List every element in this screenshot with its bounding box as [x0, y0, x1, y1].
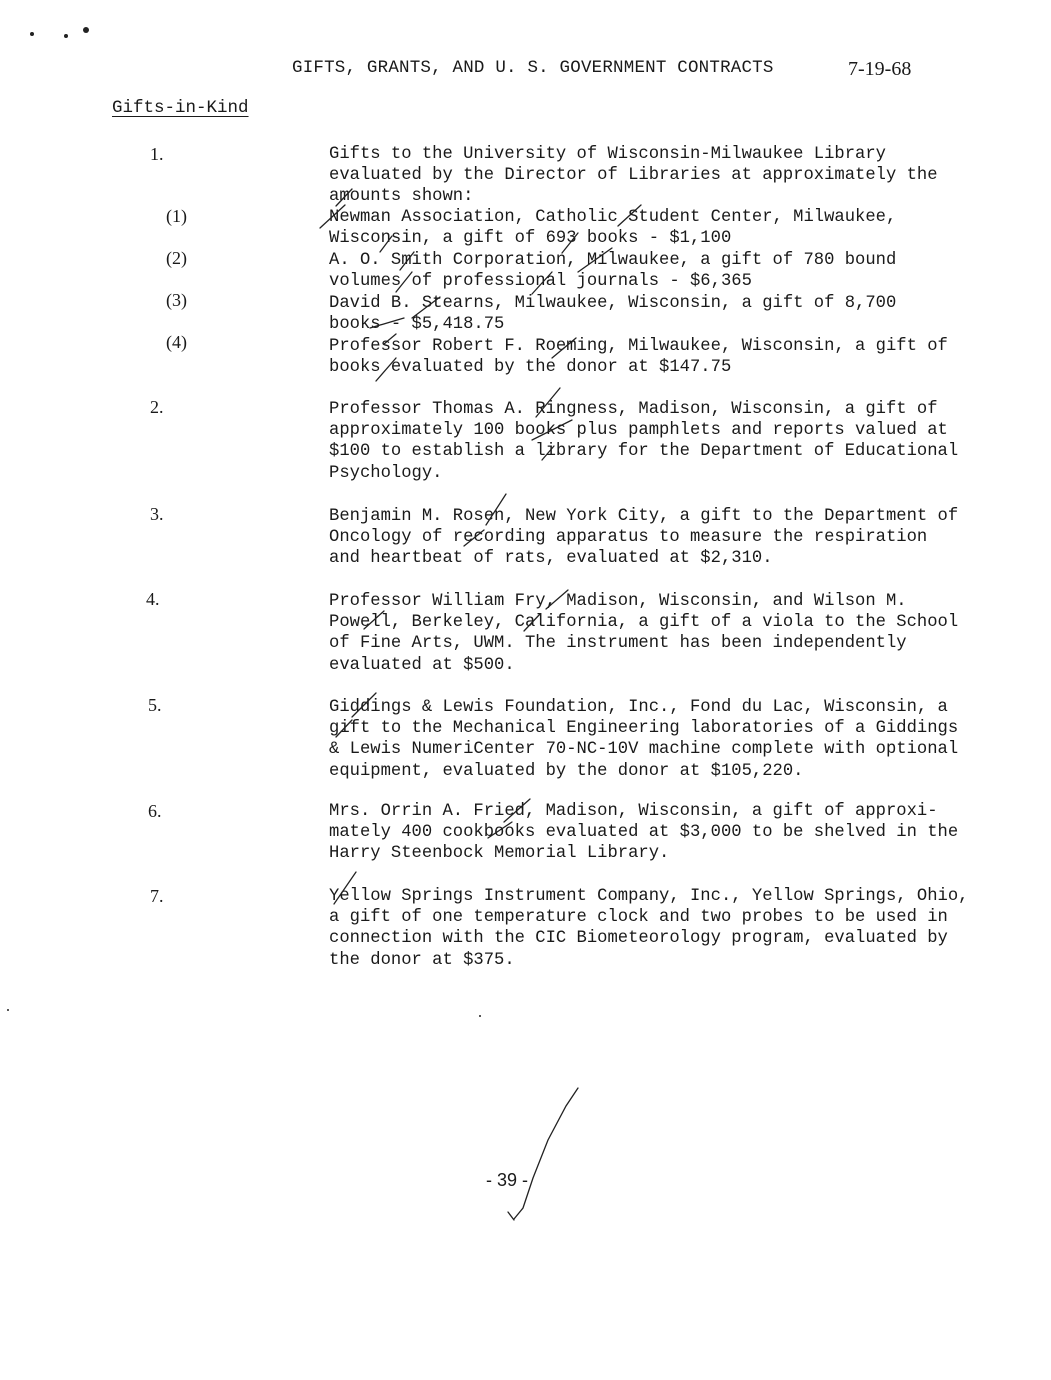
item-text: Gifts to the University of Wisconsin-Milwaukee Library evaluated by the Director of Libraries at approximately the amounts shown:	[329, 145, 938, 207]
item-number: 2.	[150, 397, 164, 417]
document-title: GIFTS, GRANTS, AND U. S. GOVERNMENT CONTRACTS	[292, 58, 774, 78]
item-text: Benjamin M. Rosen, New York City, a gift to the Department of Oncology of recording apparatus to measure the respiration and heartbeat of rats, evaluated at $2,310.	[329, 507, 959, 569]
item-number: 7.	[150, 886, 164, 906]
subitem-text: Professor Robert F. Roeming, Milwaukee, Wisconsin, a gift of books evaluated by the donor at $147.75	[329, 337, 948, 378]
item-number: 4.	[146, 589, 160, 609]
item-text: Mrs. Orrin A. Fried, Madison, Wisconsin, a gift of approxi- mately 400 cookbooks evaluated at $3,000 to be shelved in the Harry Steenbock Memorial Library.	[329, 802, 959, 864]
section-heading: Gifts-in-Kind	[112, 98, 249, 118]
subitem-number: (4)	[166, 332, 187, 352]
item-number: 1.	[150, 144, 164, 164]
item-number: 5.	[148, 695, 162, 715]
subitem-text: A. O. Smith Corporation, Milwaukee, a gift of 780 bound volumes of professional journals - $6,365	[329, 251, 897, 292]
subitem-number: (2)	[166, 248, 187, 268]
document-date: 7-19-68	[848, 58, 912, 80]
subitem-text: Newman Association, Catholic Student Center, Milwaukee, Wisconsin, a gift of 693 books - $1,100	[329, 208, 897, 249]
item-text: Giddings & Lewis Foundation, Inc., Fond du Lac, Wisconsin, a gift to the Mechanical Engineering laboratories of a Giddings & Lewis NumeriCenter 70-NC-10V machine complete with optional equipment, evaluated by the donor at $105,220.	[329, 698, 959, 781]
item-text: Professor Thomas A. Ringness, Madison, Wisconsin, a gift of approximately 100 books plus pamphlets and reports valued at $100 to establish a library for the Department of Educational Psychology.	[329, 400, 959, 483]
item-text: Professor William Fry, Madison, Wisconsin, and Wilson M. Powell, Berkeley, California, a gift of a viola to the School of Fine Arts, UWM. The instrument has been independently evaluated at $500.	[329, 592, 959, 675]
item-text: Yellow Springs Instrument Company, Inc., Yellow Springs, Ohio, a gift of one temperature clock and two probes to be used in connection with the CIC Biometeorology program, evaluated by the donor at $375.	[329, 887, 969, 970]
item-number: 6.	[148, 801, 162, 821]
subitem-text: David B. Stearns, Milwaukee, Wisconsin, a gift of 8,700 books - $5,418.75	[329, 294, 897, 335]
page-number: - 39 -	[486, 1170, 529, 1190]
item-number: 3.	[150, 504, 164, 524]
subitem-number: (1)	[166, 206, 187, 226]
subitem-number: (3)	[166, 290, 187, 310]
